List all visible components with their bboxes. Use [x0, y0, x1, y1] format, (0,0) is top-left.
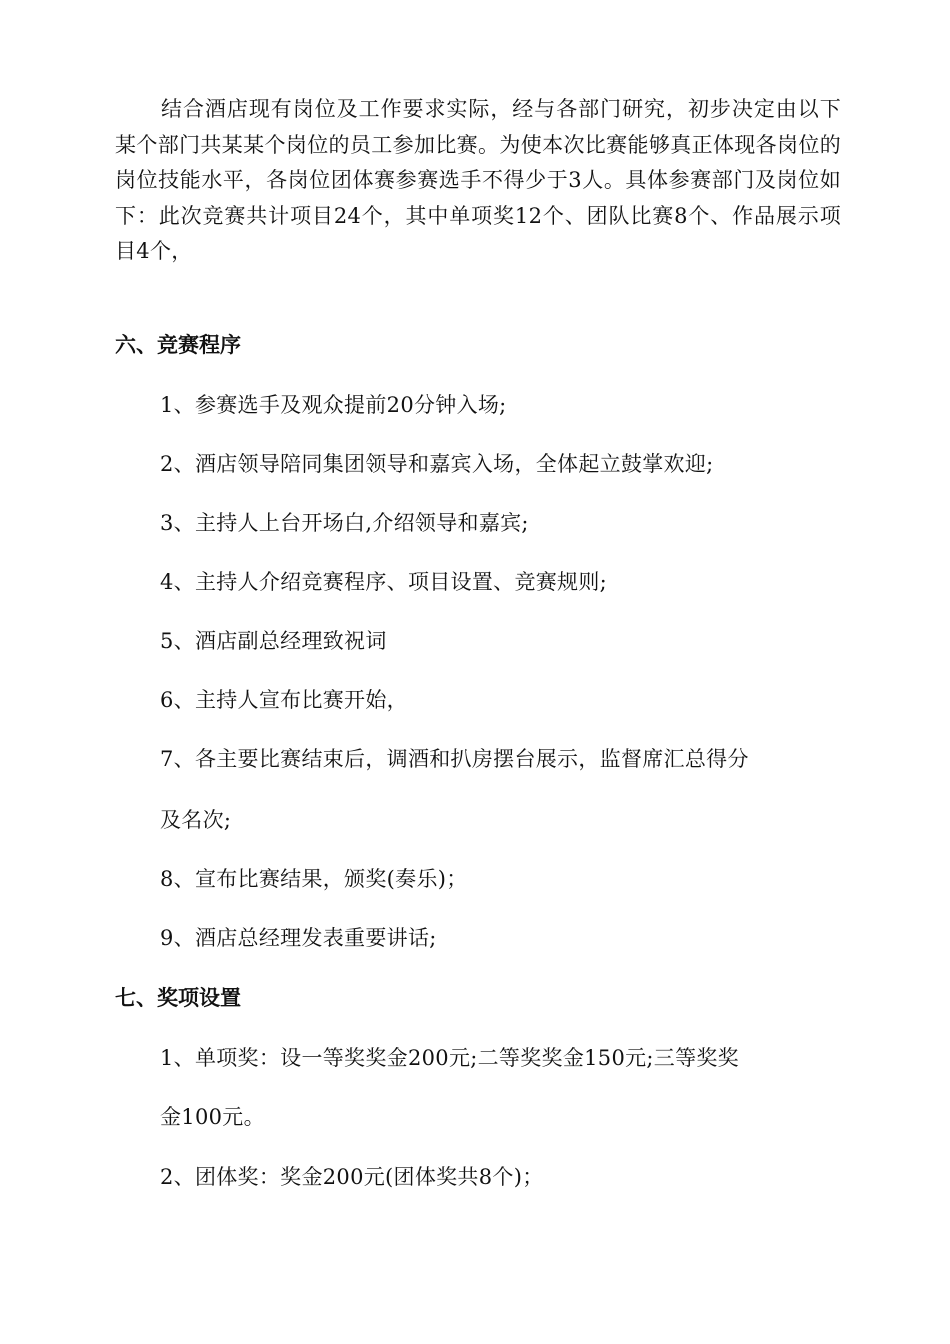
procedure-item-9: 9、酒店总经理发表重要讲话;: [160, 926, 437, 950]
intro-paragraph: 结合酒店现有岗位及工作要求实际，经与各部门研究，初步决定由以下某个部门共某某个岗位的员工参加比赛。为使本次比赛能够真正体现各岗位的岗位技能水平，各岗位团体赛参赛选手不得少于3人。具体参赛部门及岗位如下：此次竞赛共计项目24个，其中单项奖12个、团队比赛8个、作品展示项目4个，: [115, 97, 841, 263]
award-item-1-continued: 金100元。: [160, 1105, 265, 1129]
procedure-item-7-continued: 及名次;: [160, 808, 232, 832]
procedure-item-2: 2、酒店领导陪同集团领导和嘉宾入场，全体起立鼓掌欢迎;: [160, 452, 714, 476]
award-item-1: 1、单项奖：设一等奖奖金200元;二等奖奖金150元;三等奖奖: [160, 1046, 739, 1070]
procedure-item-4: 4、主持人介绍竞赛程序、项目设置、竞赛规则;: [160, 570, 608, 594]
procedure-item-5: 5、酒店副总经理致祝词: [160, 629, 387, 653]
award-item-2: 2、团体奖：奖金200元(团体奖共8个)；: [160, 1165, 544, 1189]
procedure-item-7: 7、各主要比赛结束后，调酒和扒房摆台展示，监督席汇总得分: [160, 747, 749, 771]
section-heading-awards: 七、奖项设置: [115, 986, 241, 1010]
procedure-item-3: 3、主持人上台开场白,介绍领导和嘉宾;: [160, 511, 529, 535]
procedure-item-8: 8、宣布比赛结果，颁奖(奏乐)；: [160, 867, 468, 891]
procedure-item-6: 6、主持人宣布比赛开始，: [160, 688, 408, 712]
section-heading-competition-procedure: 六、竞赛程序: [115, 333, 241, 357]
procedure-item-1: 1、参赛选手及观众提前20分钟入场;: [160, 393, 507, 417]
